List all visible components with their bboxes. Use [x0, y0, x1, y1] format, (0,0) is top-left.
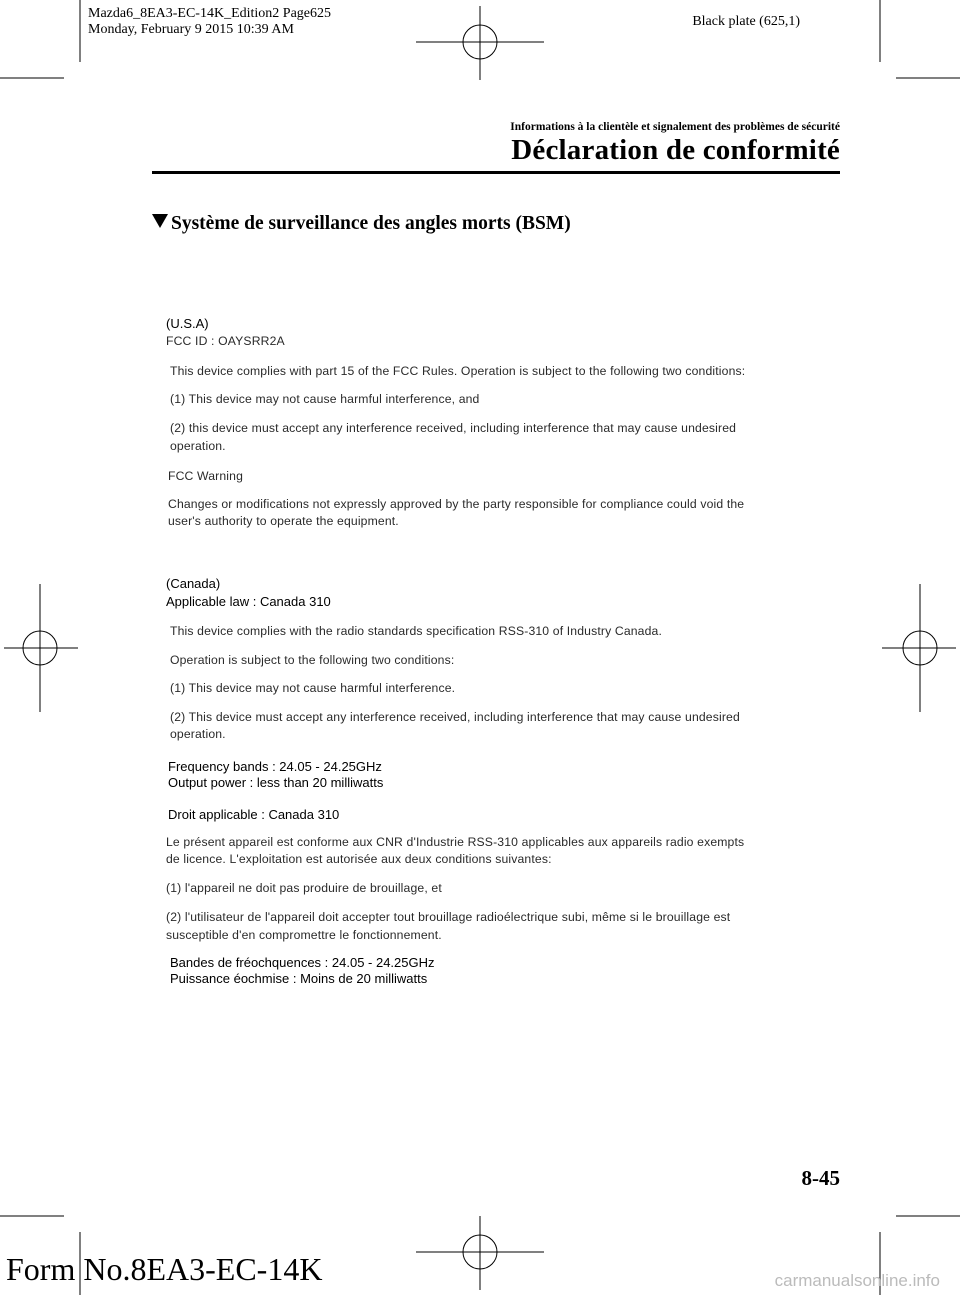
fcc-warning-title: FCC Warning: [168, 469, 244, 483]
usa-fcc-id: FCC ID : OAYSRR2A: [166, 334, 285, 348]
usa-statement: This device complies with part 15 of the FCC Rules. Operation is subject to the following two conditions:: [170, 364, 746, 378]
canada-law: Applicable law : Canada 310: [166, 594, 331, 609]
canada-fr-frequency: Bandes de fréochquences : 24.05 - 24.25GHz: [170, 955, 435, 970]
usa-condition-2-line2: operation.: [170, 439, 226, 453]
bsm-heading: [152, 213, 571, 235]
canada-fr-condition-2-line1: (2) l'utilisateur de l'appareil doit accepter tout brouillage radioélectrique subi, même si le brouillage est: [166, 910, 731, 924]
canada-condition-1: (1) This device may not cause harmful interference.: [170, 681, 456, 695]
usa-condition-1: (1) This device may not cause harmful interference, and: [170, 392, 480, 406]
watermark: carmanualsonline.info: [774, 1271, 940, 1290]
form-number: Form No.8EA3-EC-14K: [6, 1251, 323, 1287]
canada-fr-statement-line2: de licence. L'exploitation est autorisée aux deux conditions suivantes:: [166, 852, 552, 866]
black-plate-label: Black plate (625,1): [692, 14, 800, 29]
fcc-warning-line2: user's authority to operate the equipment.: [168, 514, 399, 528]
usa-region: (U.S.A): [166, 316, 209, 331]
plate-file-line: Mazda6_8EA3-EC-14K_Edition2 Page625: [88, 6, 332, 21]
page-number: 8-45: [801, 1166, 840, 1190]
canada-conditions-intro: Operation is subject to the following two conditions:: [170, 653, 455, 667]
fcc-warning-line1: Changes or modifications not expressly approved by the party responsible for compliance could void the: [168, 497, 745, 511]
header-rule: [152, 171, 840, 174]
canada-fr-condition-2-line2: susceptible d'en compromettre le fonctionnement.: [166, 928, 442, 942]
canada-fr-output-power: Puissance éochmise : Moins de 20 milliwatts: [170, 971, 428, 986]
canada-condition-2-line2: operation.: [170, 727, 226, 741]
canada-fr-law: Droit applicable : Canada 310: [168, 807, 340, 822]
section-title: Déclaration de conformité: [511, 134, 840, 166]
plate-date-line: Monday, February 9 2015 10:39 AM: [88, 22, 294, 37]
section-subtitle: Informations à la clientèle et signalement des problèmes de sécurité: [510, 121, 840, 133]
canada-output-power: Output power : less than 20 milliwatts: [168, 775, 384, 790]
canada-frequency: Frequency bands : 24.05 - 24.25GHz: [168, 759, 382, 774]
canada-statement: This device complies with the radio standards specification RSS-310 of Industry Canada.: [170, 624, 662, 638]
canada-fr-condition-1: (1) l'appareil ne doit pas produire de brouillage, et: [166, 881, 442, 895]
bsm-heading-text: Système de surveillance des angles morts (BSM): [171, 213, 571, 234]
canada-region: (Canada): [166, 576, 221, 591]
triangle-down-icon: [152, 214, 168, 228]
canada-fr-statement-line1: Le présent appareil est conforme aux CNR d'Industrie RSS-310 applicables aux appareils radio exempts: [166, 835, 745, 849]
usa-condition-2-line1: (2) this device must accept any interference received, including interference that may cause undesired: [170, 421, 737, 435]
canada-condition-2-line1: (2) This device must accept any interference received, including interference that may cause undesired: [170, 710, 740, 724]
